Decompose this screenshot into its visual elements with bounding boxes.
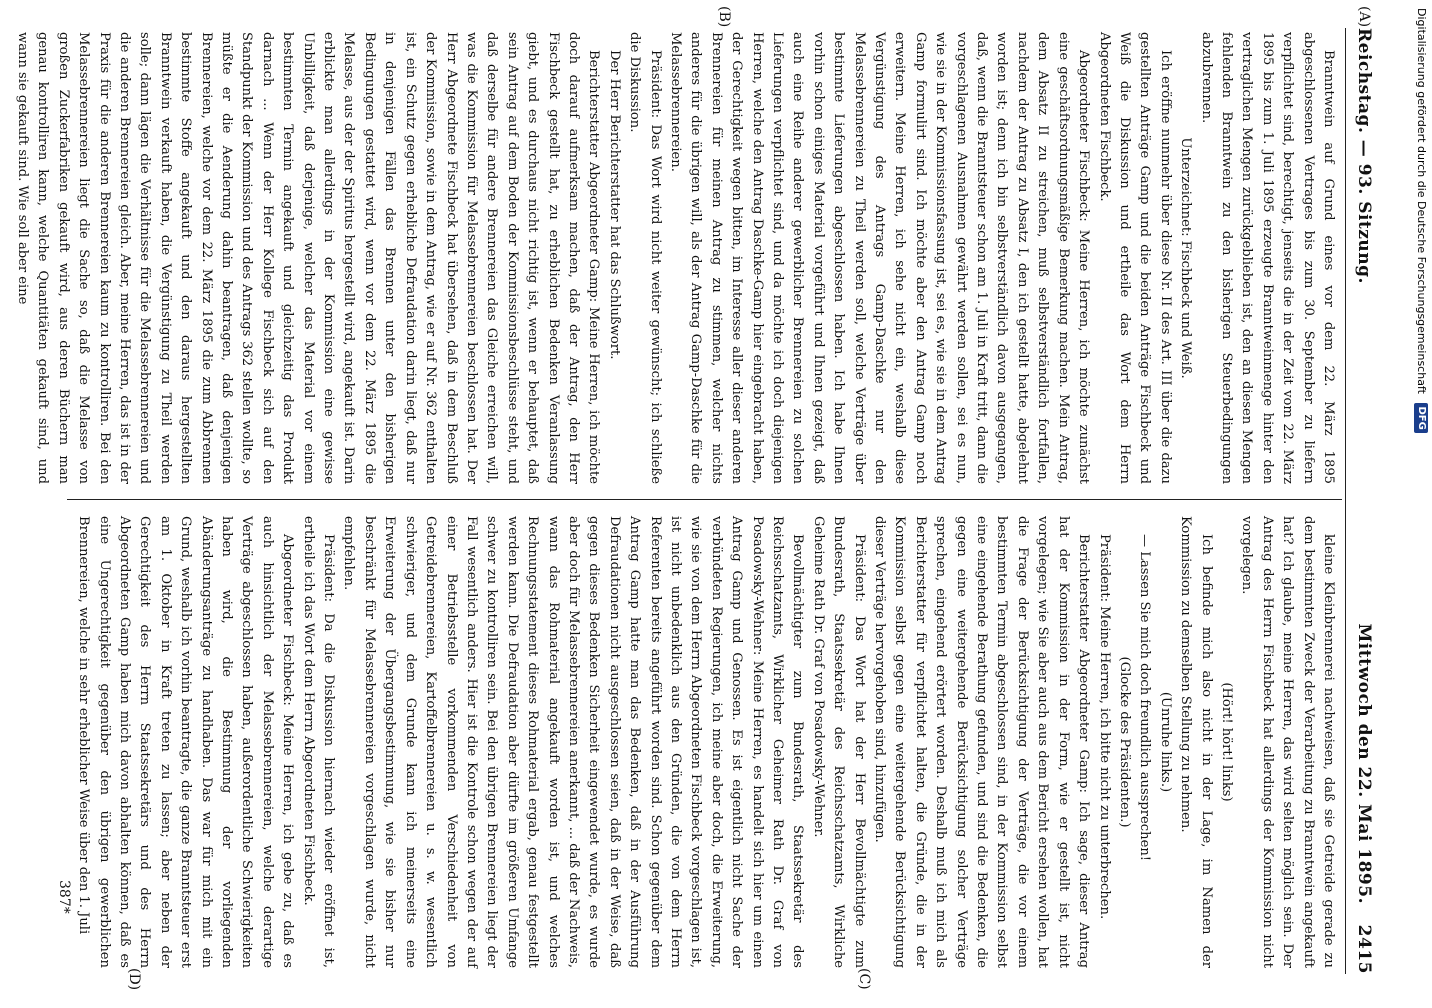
interjection: (Glocke des Präsidenten.) <box>1116 656 1132 828</box>
paragraph: Ich eröffne nunmehr über diese Nr. II des Art. III über die dazu gestellten Anträge Gamp und die beiden Anträge Fischbeck und Weiß die Diskussion und ertheile das Wort dem Herrn Abgeordneten Fischbeck. <box>1096 32 1173 484</box>
paragraph: Abgeordneter Fischbeck: Meine Herren, ich möchte zunächst eine geschäftsordnungsmäßige Bemerkung machen. Mein Antrag, dem Absatz II zu streichen, muß selbstverständlich fortfallen, nachdem der Antrag zu Absatz I, den ich gestellt hatte, abgelehnt worden ist; denn ich bin selbstverständlich davon ausgegangen, daß, wenn die Branntsteuer schon am 1. Juli in Kraft tritt, dann die vorgeschlagenen Ausnahmen gewährt werden sollen, sei es nun, wie sie in der Kommissionsfassung ist, sei es, wie sie in dem Antrag Gamp formulirt sind. Ich möchte aber den Antrag Gamp noch erweitern. Meine Herren, ich sehe nicht ein, weshalb diese Vergünstigung des Antrags Gamp-Daschke nur den Melassebrennereien zu Theil werden soll, welche Verträge über bestimmte Lieferungen abgeschlossen haben. Ich habe Ihnen vorhin schon einiges Material vorgeführt und Ihnen gezeigt, daß auch eine Reihe anderer gewerblicher Brennereien zu solchen Lieferungen verpflichtet sind, und da möchte ich doch diejenigen Herren, welche den Antrag Daschke-Gamp hier eingebracht haben, der Gerechtigkeit wegen bitten, im Interesse aller dieser anderen Brennereien für meinen Antrag zu stimmen, welcher nichts anderes für die übrigen will, als der Antrag Gamp-Daschke für die Melassebrennereien. <box>668 32 1092 484</box>
paragraph: Der Herr Berichterstatter hat das Schlußwort. <box>606 50 622 360</box>
paragraph: Präsident: Das Wort hat der Herr Bevollmächtigte zum Bundesrath, Staatssekretär des Reichsschatzamts, Wirkliche Geheime Rath Dr. Graf von Posadowsky-Wehner. <box>810 516 867 968</box>
paragraph: kleine Kleinbrennerei nachweisen, daß sie Getreide gerade zu dem bestimmten Zweck der Verarbeitung zu Branntwein angekauft hat? Ich glaube, meine Herren, das wird selten möglich sein. Der Antrag des Herrn Fischbeck hat allerdings der Kommission nicht vorgelegen. <box>1239 516 1336 968</box>
paragraph: Berichterstatter Abgeordneter Gamp: Ich sage, dieser Antrag hat der Kommission in der Form, wie er gestellt ist, nicht vorgelegen; wie Sie aber auch aus dem Bericht ersehen wollen, hat die Frage der Berücksichtigung der Verträge, die vor einem bestimmten Termin abgeschlossen sind, in der Kommission selbst eine eingehende Berathung gefunden, und sind die Bedenken, die gegen eine weitergehende Berücksichtigung solcher Verträge sprechen, eingehend erörtert worden. Deshalb muß ich mich als Berichterstatter für verpflichtet halten, die Gründe, die in der Kommission selbst gegen eine weitergehende Berücksichtigung dieser Verträge hervorgehoben sind, hinzufügen. <box>872 516 1092 968</box>
digitization-note: Digitalisierung gefördert durch die Deutsche Forschungsgemeinschaft <box>1415 8 1428 394</box>
header-date: Mittwoch den 22. Mai 1895. <box>1354 623 1374 904</box>
interjection: (Unruhe links.) <box>1157 691 1173 793</box>
left-column <box>15 32 1338 484</box>
paragraph: Berichterstatter Abgeordneter Gamp: Meine Herren, ich möchte doch darauf aufmerksam machen, daß der Antrag, den Herr Fischbeck gestellt hat, zu erheblichen Bedenken Veranlassung giebt, und es durchaus nicht richtig ist, wenn er behauptet, daß sein Antrag auf dem Boden der Kommissionsbeschlüsse steht, und daß derselbe für andere Brennereien das Gleiche erreichen will, was die Kommission für Melassebrennereien beschlossen hat. Der Herr Abgeordnete Fischbeck hat übersehen, daß in dem Beschluß der Kommission, sowie in dem Antrag, wie er auf Nr. 362 enthalten ist, ein Schutz gegen erhebliche Defraudation darin liegt, daß nur in denjenigen Fällen das Brennen unter den bisherigen Bedingungen gestattet wird, wenn vor dem 22. März 1895 die Melasse, aus der der Spiritus hergestellt wird, angekauft ist. Darin erblickte man allerdings in der Kommission eine gewisse Unbilligkeit, daß derjenige, welcher das Material vor einem bestimmten Termin angekauft und gleichzeitig das Produkt darnach ... Wenn der Herr Kollege Fischbeck sich auf den Standpunkt der Kommission und des Antrags 362 stellen wollte, so müßte er die Aenderung dahin beantragen, daß denjenigen Brennereien, welche vor dem 22. März 1895 die zum Abbrennen bestimmte Stoffe angekauft und den daraus hergestellten Branntwein verkauft haben, die Vergünstigung zu Theil werden solle; dann lägen die Verhältnisse für die Melassebrennereien und die anderen Brennereien gleich. Aber, meine Herren, das ist in der Praxis für die anderen Brennereien kaum zu kontrolliren. Bei den Melassebrennereien liegt die Sache so, daß die Melasse von großen Zuckerfabriken gekauft wird, aus deren Büchern man genau kontrolliren kann, welche Quantitäten gekauft sind, und wann sie gekauft sind. Wie soll aber eine <box>15 32 602 484</box>
header-rule <box>1345 28 1346 974</box>
interjection: (Hört! hört! links) <box>1218 682 1234 802</box>
paragraph: — Lassen Sie mich doch freundlich aussprechen! <box>1137 534 1153 862</box>
page-number: 2415 <box>1354 924 1374 974</box>
column-divider <box>67 499 1342 500</box>
paragraph: Unterzeichnet: Fischbeck und Weiß. <box>1178 137 1194 379</box>
signature-mark: 387* <box>56 880 72 914</box>
paragraph: Ich befinde mich also nicht in der Lage, im Namen der Kommission zu demselben Stellung zu nehmen. <box>1178 516 1214 968</box>
paragraph: Präsident: Da die Diskussion hiernach wieder eröffnet ist, ertheile ich das Wort dem Herrn Abgeordneten Fischbeck. <box>300 516 337 968</box>
margin-marker-d: (D) <box>126 968 142 991</box>
paragraph: Bevollmächtigter zum Bundesrath, Staatssekretär des Reichsschatzamts, Wirklicher Geheimer Rath Dr. Graf von Posadowsky-Wehner: Meine Herren, es handelt sich hier um einen Antrag Gamp und Genossen. Es ist eigentlich nicht Sache der verbündeten Regierungen, ich meine aber doch, die Erweiterung, wie sie von dem Herrn Abgeordneten Fischbeck vorgeschlagen ist, ist nicht unbedenklich aus den Gründen, die von dem Herrn Referenten bereits angeführt worden sind. Schon gegenüber dem Antrag Gamp hatte man das Bedenken, daß in der Ausführung Defraudationen nicht ausgeschlossen seien, daß in der Weise, daß gegen dieses Bedenken Sicherheit eingewendet wurde, es wurde aber doch für Melassebrennereien anerkannt, ... daß der Nachweis, wann das Rohmaterial angekauft worden ist, und welches Rechnungsstatement dieses Rohmaterial ergab, genau festgestellt werden kann. Die Defraudation aber dürfte im größeren Umfange schwer zu kontrolliren sein. Bei den übrigen Brennereien liegt der Fall wesentlich anders. Hier ist die Kontrole schon wegen der auf einer Betriebsstelle vorkommenden Verschiedenheit von Getreidebrennereien, Kartoffelbrennereien u. s. w. wesentlich schwieriger, und dem Grunde kann ich meinerseits eine Erweiterung der Übergangsbestimmung, wie sie bisher nur beschränkt für Melassebrennereien vorgeschlagen wurde, nicht empfehlen. <box>341 516 806 968</box>
margin-marker-c: (C) <box>856 968 872 990</box>
right-column <box>68 516 1338 968</box>
dfg-logo: DFG <box>1414 403 1428 432</box>
margin-marker-b: (B) <box>716 6 732 28</box>
running-header <box>1348 28 1374 974</box>
digitization-strip <box>1410 0 1432 1000</box>
paragraph: Präsident: Das Wort wird nicht weiter gewünscht; ich schließe die Diskussion. <box>627 32 663 484</box>
margin-marker-a: (A) <box>1356 6 1372 28</box>
header-session: Reichstag. — 93. Sitzung. <box>1354 28 1374 284</box>
paragraph: Präsident: Meine Herren, ich bitte nicht zu unterbrechen. <box>1096 534 1112 920</box>
paragraph: Branntwein auf Grund eines vor dem 22. März 1895 abgeschlossenen Vertrages bis zum 30. September zu liefern verpflichtet sind, berechtigt, jenseits die in der Zeit vom 22. März 1895 bis zum 1. Juli 1895 erzeugte Branntweinmenge hinter den vertraglichen Mengen zurückgeblieben ist, den an diesen Mengen fehlenden Branntwein zu den bisherigen Steuerbedingungen abzubrennen. <box>1198 32 1336 484</box>
paragraph: Abgeordneter Fischbeck: Meine Herren, ich gebe zu, daß es auch hinsichtlich der Melassebrennereien, welche derartige Verträge abgeschlossen haben, außerordentliche Schwierigkeiten haben wird, die Bestimmung der vorliegenden Abänderungsanträge zu handhaben. Das war für mich mit ein Grund, weshalb ich vorhin beantragte, die ganze Branntsteuer erst am 1. Oktober in Kraft treten zu lassen; aber neben der Gerechtigkeit des Herrn Staatssekretärs und des Herrn Abgeordneten Gamp haben mich davon abhalten können, daß es eine Ungerechtigkeit gegenüber den übrigen gewerblichen Brennereien, welche in sehr erheblicher Weise über den 1. Juli <box>76 516 296 968</box>
